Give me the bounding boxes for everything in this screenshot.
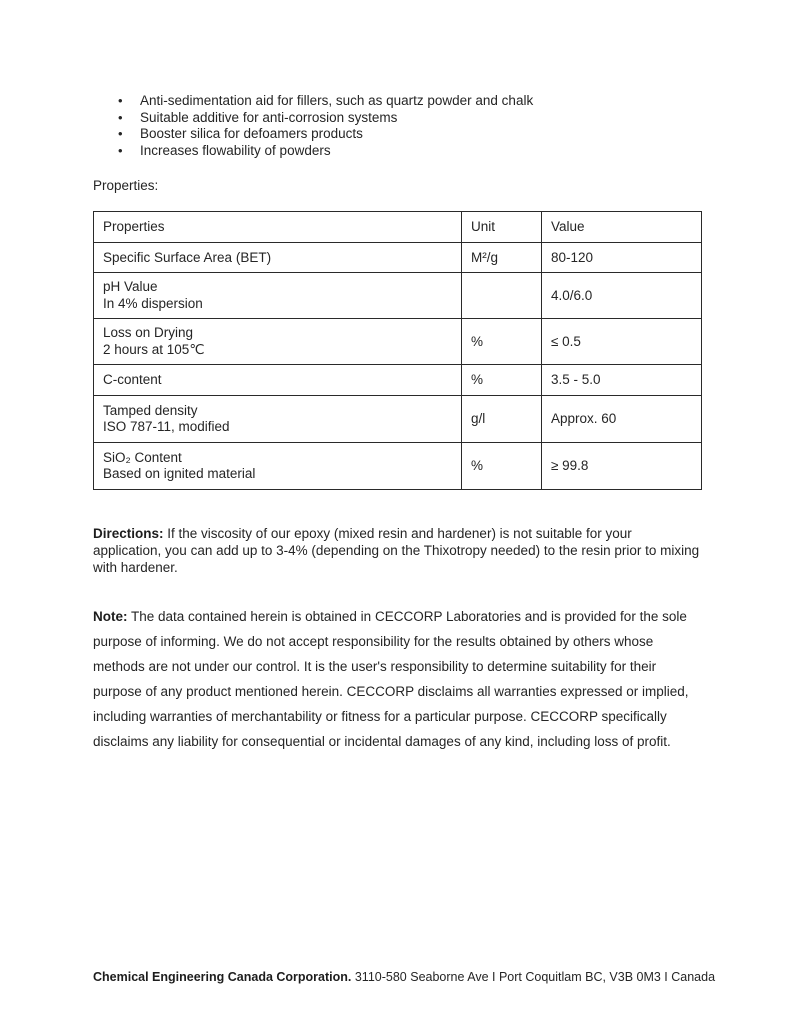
table-header-row	[94, 212, 702, 243]
property-unit: %	[462, 443, 542, 490]
footer-address: 3110-580 Seaborne Ave I Port Coquitlam BC, V3B 0M3 I Canada	[354, 970, 716, 984]
bullet-icon: •	[118, 126, 123, 142]
property-name: Specific Surface Area (BET)	[103, 249, 272, 265]
property-subtext: In 4% dispersion	[103, 295, 203, 311]
property-unit: M²/g	[462, 243, 542, 273]
table-row	[94, 273, 702, 319]
note-label: Note:	[93, 609, 128, 625]
property-value: ≥ 99.8	[542, 443, 702, 490]
property-subtext: 2 hours at 105℃	[103, 341, 205, 357]
property-value: Approx. 60	[542, 396, 702, 443]
bullet-text: Increases flowability of powders	[140, 142, 331, 158]
properties-table	[93, 211, 702, 490]
footer	[93, 970, 743, 985]
list-item	[93, 143, 701, 160]
intro-bullet-list	[93, 93, 701, 159]
bullet-text: Suitable additive for anti-corrosion systems	[140, 109, 398, 125]
property-unit: g/l	[462, 396, 542, 443]
property-name: SiO₂ Content	[103, 449, 182, 465]
table-header-properties: Properties	[94, 212, 462, 243]
table-row	[94, 443, 702, 490]
bullet-icon: •	[118, 109, 123, 125]
property-name: Tamped density	[103, 402, 198, 418]
table-row	[94, 243, 702, 273]
note-paragraph	[93, 604, 701, 754]
property-value: ≤ 0.5	[542, 319, 702, 365]
property-value: 80-120	[542, 243, 702, 273]
table-row	[94, 396, 702, 443]
document-page	[93, 0, 701, 754]
directions-text: If the viscosity of our epoxy (mixed resin and hardener) is not suitable for your application, you can add up to 3-4% (depending on the Thixotropy needed) to the resin prior to mixing with hardener.	[93, 526, 700, 575]
property-name: C-content	[103, 372, 162, 388]
property-unit: %	[462, 319, 542, 365]
properties-section-label: Properties:	[93, 178, 159, 194]
table-header-value: Value	[542, 212, 702, 243]
table-header-unit: Unit	[462, 212, 542, 243]
bullet-text: Booster silica for defoamers products	[140, 126, 363, 142]
property-name: Loss on Drying	[103, 325, 194, 341]
note-text: The data contained herein is obtained in CECCORP Laboratories and is provided for the sole purpose of informing. We do not accept responsibility for the results obtained by others whose methods are not under our control. It is the user's responsibility to determine suitability for their purpose of any product mentioned herein. CECCORP disclaims all warranties expressed or implied, including warranties of merchantability or fitness for a particular purpose. CECCORP specifically disclaims any liability for consequential or incidental damages of any kind, including loss of profit.	[93, 609, 689, 750]
property-unit	[462, 273, 542, 319]
bullet-text: Anti-sedimentation aid for fillers, such as quartz powder and chalk	[140, 93, 534, 108]
list-item	[93, 110, 701, 127]
directions-paragraph	[93, 526, 701, 576]
directions-label: Directions:	[93, 526, 164, 542]
property-subtext: Based on ignited material	[103, 466, 256, 482]
property-value: 4.0/6.0	[542, 273, 702, 319]
property-subtext: ISO 787-11, modified	[103, 419, 230, 435]
list-item	[93, 126, 701, 143]
property-unit: %	[462, 365, 542, 396]
bullet-icon: •	[118, 93, 123, 108]
list-item	[93, 93, 701, 110]
table-row	[94, 365, 702, 396]
bullet-icon: •	[118, 142, 123, 158]
property-value: 3.5 - 5.0	[542, 365, 702, 396]
footer-company-name: Chemical Engineering Canada Corporation.	[93, 970, 352, 984]
table-row	[94, 319, 702, 365]
property-name: pH Value	[103, 279, 158, 295]
